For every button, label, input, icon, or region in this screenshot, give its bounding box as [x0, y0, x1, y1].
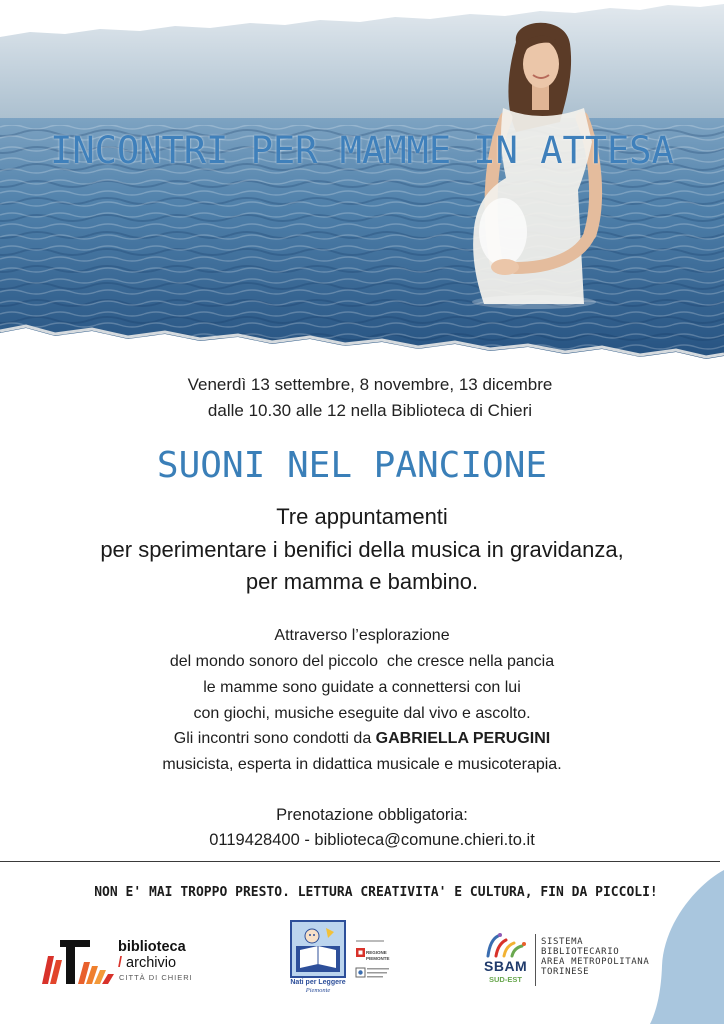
description-line: le mamme sono guidate a connettersi con lui	[203, 679, 521, 696]
sea-photo	[0, 0, 724, 372]
partner-regione-name: REGIONE PIEMONTE	[366, 950, 390, 961]
nati-per-leggere-logo-icon	[290, 920, 346, 978]
conductor-name: GABRIELLA PERUGINI	[375, 730, 551, 747]
slogan: NON E' MAI TROPPO PRESTO. LETTURA CREATIVITA' E CULTURA, FIN DA PICCOLI!	[94, 885, 658, 900]
event-time-place: dalle 10.30 alle 12 nella Biblioteca di Chieri	[207, 401, 533, 420]
intro-line: per sperimentare i benifici della musica in gravidanza,	[100, 537, 624, 562]
partner-logos	[354, 938, 394, 986]
nati-per-leggere-region: Piemonte	[305, 987, 331, 994]
sbam-name-line: SISTEMA	[541, 937, 584, 947]
corner-decoration	[640, 870, 724, 1024]
biblioteca-logo-city: CITTÀ DI CHIERI	[119, 973, 193, 982]
biblioteca-logo-archivio: archivio	[122, 955, 177, 971]
sbam-divider	[535, 934, 536, 986]
description-line: con giochi, musiche eseguite dal vivo e ascolto.	[193, 705, 531, 722]
event-dates: Venerdì 13 settembre, 8 novembre, 13 dicembre	[187, 375, 553, 394]
description-line: Attraverso l’esplorazione	[274, 627, 450, 644]
booking-contact: 0119428400 - biblioteca@comune.chieri.to.it	[209, 831, 535, 849]
conductor-role: musicista, esperta in didattica musicale e musicoterapia.	[162, 756, 562, 773]
intro-line: per mamma e bambino.	[245, 569, 479, 594]
biblioteca-logo-line1: biblioteca	[118, 939, 186, 955]
biblioteca-logo-icon	[40, 938, 116, 986]
header-title: INCONTRI PER MAMME IN ATTESA	[50, 129, 674, 172]
sbam-acronym: SBAM	[484, 958, 528, 974]
sbam-name-line: TORINESE	[541, 967, 590, 977]
sbam-logo-icon	[484, 932, 528, 958]
intro-line: Tre appuntamenti	[276, 504, 448, 529]
divider-line	[0, 861, 720, 862]
conductor-line	[0, 728, 724, 750]
sbam-name-line: BIBLIOTECARIO	[541, 947, 620, 957]
sbam-area: SUD-EST	[489, 975, 522, 984]
biblioteca-logo-line2	[118, 955, 176, 972]
sbam-name-line: AREA METROPOLITANA	[541, 957, 650, 967]
nati-per-leggere-name: Nati per Leggere	[290, 979, 346, 986]
biblioteca-logo-slash: /	[118, 955, 123, 971]
conductor-prefix: Gli incontri sono condotti da	[173, 730, 376, 747]
event-title: SUONI NEL PANCIONE	[156, 445, 548, 486]
description-line: del mondo sonoro del piccolo che cresce nella pancia	[169, 653, 555, 670]
booking-label: Prenotazione obbligatoria:	[276, 806, 468, 824]
